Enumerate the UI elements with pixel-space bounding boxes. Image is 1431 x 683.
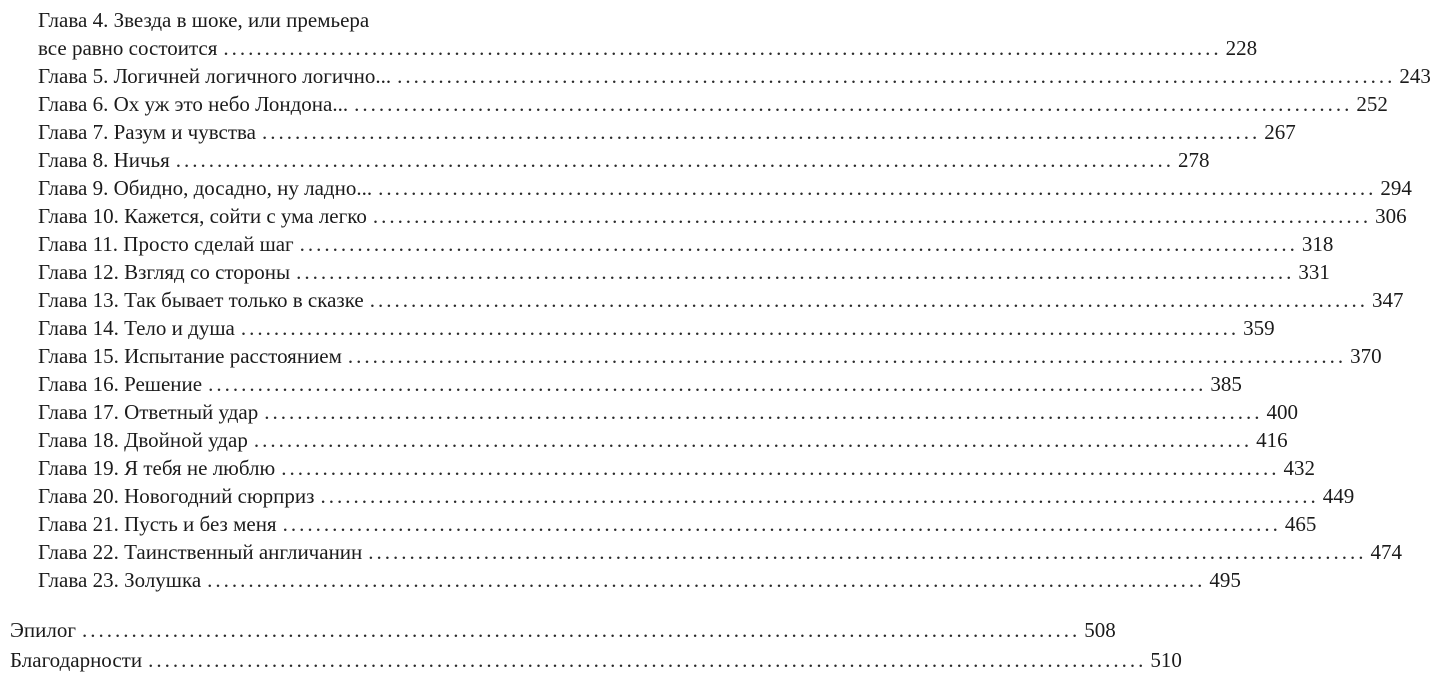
dot-leader: ......................................................................................................................... bbox=[175, 148, 1175, 172]
toc-entry-chapter-11[interactable] bbox=[38, 230, 1334, 258]
dot-leader: ......................................................................................................................... bbox=[223, 36, 1222, 60]
toc-entry-page: 306 bbox=[1375, 204, 1407, 228]
dot-leader: ......................................................................................................................... bbox=[372, 204, 1372, 228]
dot-leader: ......................................................................................................................... bbox=[253, 428, 1253, 452]
toc-entry-page: 294 bbox=[1380, 176, 1412, 200]
toc-entry-chapter-13[interactable] bbox=[38, 286, 1404, 314]
toc-entry-page: 278 bbox=[1178, 148, 1210, 172]
toc-entry-chapter-7[interactable] bbox=[38, 118, 1296, 146]
toc-entry-chapter-6[interactable] bbox=[38, 90, 1388, 118]
toc-entry-title: Глава 18. Двойной удар bbox=[38, 428, 248, 452]
toc-entry-title: Глава 8. Ничья bbox=[38, 148, 170, 172]
toc-entry-chapter-18[interactable] bbox=[38, 426, 1288, 454]
toc-entry-title: Глава 14. Тело и душа bbox=[38, 316, 235, 340]
toc-entry-title: Глава 10. Кажется, сойти с ума легко bbox=[38, 204, 367, 228]
toc-entry-chapter-23[interactable] bbox=[38, 566, 1241, 594]
dot-leader: ......................................................................................................................... bbox=[320, 484, 1319, 508]
toc-entry-chapter-16[interactable] bbox=[38, 370, 1242, 398]
dot-leader: ......................................................................................................................... bbox=[354, 92, 1353, 116]
toc-entry-page: 510 bbox=[1150, 648, 1182, 672]
toc-entry-epilogue[interactable] bbox=[10, 616, 1116, 644]
toc-entry-title: Эпилог bbox=[10, 618, 76, 642]
toc-entry-chapter-14[interactable] bbox=[38, 314, 1275, 342]
toc-entry-chapter-12[interactable] bbox=[38, 258, 1330, 286]
toc-entry-chapter-21[interactable] bbox=[38, 510, 1317, 538]
toc-entry-page: 385 bbox=[1210, 372, 1242, 396]
dot-leader: ......................................................................................................................... bbox=[296, 260, 1295, 284]
toc-entry-page: 449 bbox=[1322, 484, 1355, 508]
dot-leader: ......................................................................................................................... bbox=[378, 176, 1377, 200]
toc-entry-title: Глава 22. Таинственный англичанин bbox=[38, 540, 363, 564]
toc-entry-title: Глава 12. Взгляд со стороны bbox=[38, 260, 291, 284]
toc-entry-title: Благодарности bbox=[10, 648, 143, 672]
toc-chapter-4-title-line1: Глава 4. Звезда в шоке, или премьера bbox=[38, 8, 370, 32]
toc-entry-page: 416 bbox=[1256, 428, 1288, 452]
toc-entry-page: 432 bbox=[1283, 456, 1315, 480]
toc-entry-page: 370 bbox=[1350, 344, 1382, 368]
dot-leader: ......................................................................................................................... bbox=[264, 400, 1263, 424]
toc-entry-chapter-9[interactable] bbox=[38, 174, 1412, 202]
dot-leader: ......................................................................................................................... bbox=[148, 648, 1147, 672]
toc-entry-page: 267 bbox=[1264, 120, 1296, 144]
dot-leader: ......................................................................................................................... bbox=[262, 120, 1261, 144]
dot-leader: ......................................................................................................................... bbox=[81, 618, 1081, 642]
toc-entry-page: 318 bbox=[1301, 232, 1334, 256]
toc-entry-page: 400 bbox=[1266, 400, 1298, 424]
toc-entry-title: Глава 9. Обидно, досадно, ну ладно... bbox=[38, 176, 373, 200]
toc-entry-page: 331 bbox=[1298, 260, 1330, 284]
dot-leader: ......................................................................................................................... bbox=[299, 232, 1298, 256]
toc-entry-chapter-8[interactable] bbox=[38, 146, 1210, 174]
dot-leader: ......................................................................................................................... bbox=[282, 512, 1281, 536]
toc-entry-title: Глава 13. Так бывает только в сказке bbox=[38, 288, 364, 312]
toc-entry-title: Глава 6. Ох уж это небо Лондона... bbox=[38, 92, 349, 116]
toc-entry-page: 508 bbox=[1084, 618, 1116, 642]
toc-entry-page: 252 bbox=[1356, 92, 1388, 116]
toc-entry-title: все равно состоится bbox=[38, 36, 218, 60]
toc-entry-chapter-5[interactable] bbox=[38, 62, 1431, 90]
toc-entry-page: 495 bbox=[1209, 568, 1241, 592]
toc-entry-chapter-20[interactable] bbox=[38, 482, 1355, 510]
toc-entry-chapter-17[interactable] bbox=[38, 398, 1298, 426]
toc-entry-title: Глава 16. Решение bbox=[38, 372, 203, 396]
dot-leader: ......................................................................................................................... bbox=[369, 288, 1368, 312]
dot-leader: ......................................................................................................................... bbox=[208, 372, 1207, 396]
toc-entry-chapter-4[interactable] bbox=[38, 34, 1258, 62]
dot-leader: ......................................................................................................................... bbox=[347, 344, 1347, 368]
dot-leader: ......................................................................................................................... bbox=[240, 316, 1240, 340]
dot-leader: ......................................................................................................................... bbox=[397, 64, 1396, 88]
toc-entry-page: 474 bbox=[1370, 540, 1403, 564]
toc-entry-title: Глава 7. Разум и чувства bbox=[38, 120, 256, 144]
dot-leader: ......................................................................................................................... bbox=[368, 540, 1367, 564]
toc-entry-title: Глава 21. Пусть и без меня bbox=[38, 512, 277, 536]
toc-entry-title: Глава 17. Ответный удар bbox=[38, 400, 259, 424]
toc-entry-title: Глава 23. Золушка bbox=[38, 568, 202, 592]
toc-entry-title: Глава 5. Логичней логичного логично... bbox=[38, 64, 392, 88]
toc-entry-page: 359 bbox=[1243, 316, 1275, 340]
toc-entry-chapter-15[interactable] bbox=[38, 342, 1382, 370]
toc-entry-page: 347 bbox=[1371, 288, 1404, 312]
toc-entry-title: Глава 20. Новогодний сюрприз bbox=[38, 484, 315, 508]
toc-entry-chapter-10[interactable] bbox=[38, 202, 1407, 230]
toc-entry-title: Глава 11. Просто сделай шаг bbox=[38, 232, 294, 256]
toc-entry-acknowledgements[interactable] bbox=[10, 646, 1182, 674]
dot-leader: ......................................................................................................................... bbox=[207, 568, 1206, 592]
toc-entry-page: 243 bbox=[1399, 64, 1431, 88]
toc-entry-chapter-22[interactable] bbox=[38, 538, 1403, 566]
toc-entry-title: Глава 19. Я тебя не люблю bbox=[38, 456, 276, 480]
dot-leader: ......................................................................................................................... bbox=[281, 456, 1280, 480]
toc-entry-title: Глава 15. Испытание расстоянием bbox=[38, 344, 342, 368]
toc-entry-page: 465 bbox=[1284, 512, 1317, 536]
toc-entry-page: 228 bbox=[1225, 36, 1258, 60]
toc-entry-chapter-19[interactable] bbox=[38, 454, 1315, 482]
